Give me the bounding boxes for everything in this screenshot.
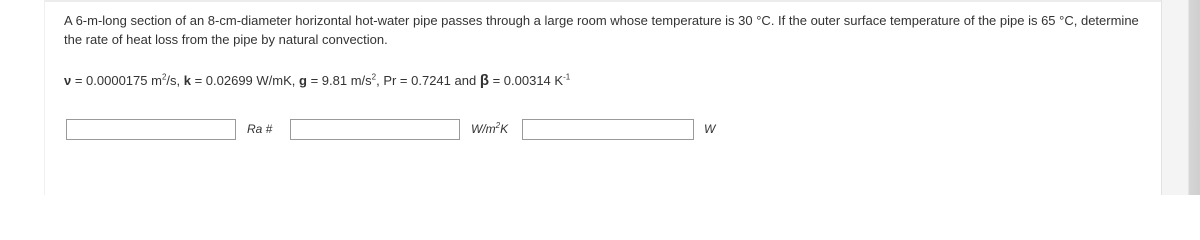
beta-exponent: -1 [563,72,571,82]
beta-symbol: β [479,72,489,89]
left-divider [44,0,45,195]
h-unit-tail: K [500,122,509,136]
h-unit-exponent: 2 [495,121,501,130]
nu-exponent: 2 [161,72,167,82]
top-divider [44,0,1162,2]
h-unit-label [471,122,522,136]
k-symbol: k [183,73,191,88]
heat-loss-input[interactable] [522,119,694,140]
ra-input[interactable] [66,119,236,140]
heat-transfer-coefficient-input[interactable] [290,119,460,140]
q-unit-label: W [704,122,716,136]
answer-row [66,118,715,140]
beta-value: = 0.00314 K [488,73,564,88]
h-unit-base: W/m [471,122,496,136]
k-value: = 0.02699 W/mK, [190,73,300,88]
given-values [64,72,570,90]
g-symbol: g [299,73,307,88]
question-text: A 6-m-long section of an 8-cm-diameter horizontal hot-water pipe passes through a large room whose temperature is 30 °C. If the outer surface temperature of the pipe is 65 °C, determine the rate of heat loss from the pipe by natural convection. [64,13,1139,47]
scrollbar-track[interactable] [1162,0,1200,195]
nu-value: = 0.0000175 m [71,73,162,88]
g-value: = 9.81 m/s [306,73,372,88]
nu-unit-tail: /s, [166,73,184,88]
g-exponent: 2 [371,72,377,82]
nu-symbol: ν [64,73,72,88]
pr-text: , Pr = 0.7241 and [376,73,480,88]
ra-label: Ra # [247,122,273,136]
